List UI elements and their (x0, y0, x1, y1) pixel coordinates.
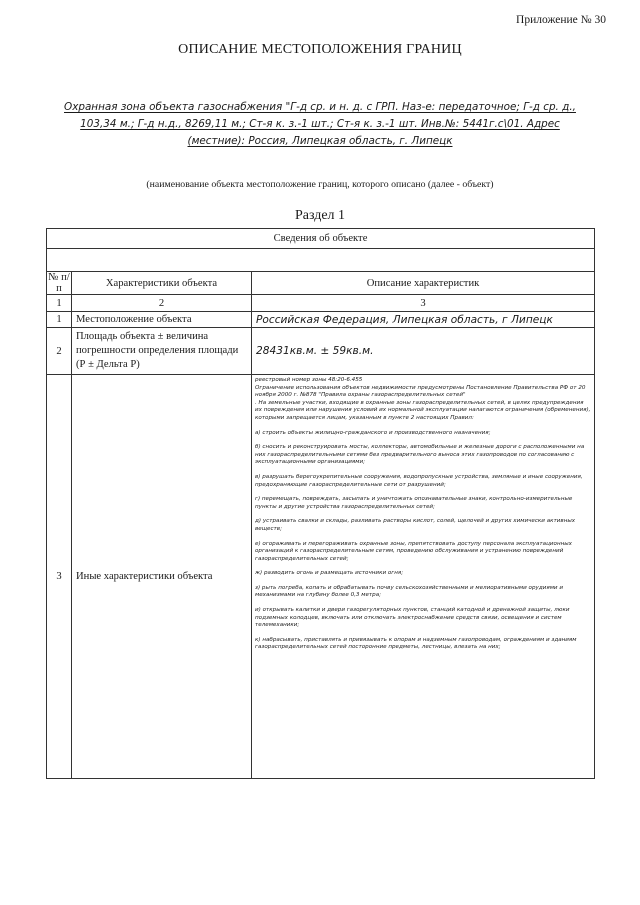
table-number-row (47, 295, 595, 312)
restriction-paragraph: б) сносить и реконструировать мосты, коллекторы, автомобильные и железные дороги с расположенными на них газораспределительными сетями без предварительного выноса этих газопроводов по согласованию с эксплуатационными организациями; (255, 444, 585, 466)
col-number: 2 (72, 295, 252, 312)
row-label: Местоположение объекта (72, 312, 252, 328)
restriction-paragraph: е) огораживать и перегораживать охранные зоны, препятствовать доступу персонала эксплуатационных организаций к газораспределительным сетям, проведению обслуживания и устранению повреждений газораспределительных сетей; (255, 540, 572, 562)
restriction-paragraph: к) набрасывать, приставлять и привязывать к опорам и надземным газопроводам, ограждениям и зданиям газораспределительных сетей посторонние предметы, лестницы, влезать на них; (255, 636, 577, 651)
row-number: 1 (47, 312, 72, 328)
table-header-row (47, 272, 595, 295)
section-title: Раздел 1 (294, 208, 346, 223)
object-info-table (46, 228, 595, 779)
table-empty-row (47, 249, 595, 272)
table-title: Сведения об объекте (47, 229, 595, 249)
restriction-paragraph: . На земельные участки, входящие в охранные зоны газораспределительных сетей, в целях предупреждения их повреждения или нарушения условий их нормальной эксплуатации налагаются ограничения (обременения), которыми запрещается лицам, указанным в пункте 2 настоящих Правил: (255, 399, 591, 421)
table-row (47, 328, 595, 375)
restriction-paragraph: з) рыть погреба, копать и обрабатывать почву сельскохозяйственными и мелиоративными орудиями и механизмами на глубину более 0,3 метра; (255, 584, 563, 599)
table-row (47, 312, 595, 328)
row-number: 2 (47, 328, 72, 375)
table-row (47, 375, 595, 779)
row-label: Иные характеристики объекта (72, 375, 252, 779)
document-title: ОПИСАНИЕ МЕСТОПОЛОЖЕНИЯ ГРАНИЦ (178, 42, 462, 57)
restriction-paragraph: и) открывать калитки и двери газорегуляторных пунктов, станций катодной и дренажной защиты, люки подземных колодцев, включать или отключать электроснабжение средств связи, освещения и систем телемеханики; (255, 607, 570, 629)
row-number: 3 (47, 375, 72, 779)
restriction-paragraph: в) разрушать берегоукрепительные сооружения, водопропускные устройства, земляные и иные сооружения, предохраняющие газораспределительные сети от разрушений; (255, 473, 583, 488)
restriction-paragraph: а) строить объекты жилищно-гражданского и производственного назначения; (255, 429, 491, 436)
restrictions-text (252, 375, 595, 779)
restriction-paragraph: ж) разводить огонь и размещать источники огня; (255, 570, 404, 577)
col-header-num: № п/п (48, 272, 70, 294)
restriction-paragraph: реестровый номер зоны 48:20-6.455 (255, 377, 363, 383)
appendix-label: Приложение № 30 (516, 14, 606, 26)
col-number: 3 (252, 295, 595, 312)
restriction-paragraph: г) перемещать, повреждать, засыпать и уничтожать опознавательные знаки, контрольно-измерительные пункты и другие устройства газораспределительных сетей; (255, 496, 573, 510)
row-label: Площадь объекта ± величина погрешности определения площади (Р ± Дельта Р) (72, 328, 252, 375)
restriction-paragraph: д) устраивать свалки и склады, разливать растворы кислот, солей, щелочей и других химически активных веществ; (255, 518, 576, 532)
col-header-description: Описание характеристик (252, 272, 595, 295)
object-name: Охранная зона объекта газоснабжения "Г-д ср. и н. д. с ГРП. Наз-е: передаточное; Г-д ср. д., 103,34 м.; Г-д н.д., 8269,11 м.; Ст-я к. з.-1 шт.; Ст-я к. з.-1 шт. Инв.№: 5441г.с\01. Адрес (местние): Россия, Липецкая область, г. Липецк (64, 101, 576, 147)
area-value: 28431кв.м. ± 59кв.м. (252, 328, 595, 375)
col-header-characteristic: Характеристики объекта (72, 272, 252, 295)
object-name-caption: (наименование объекта местоположение границ, которого описано (далее - объект) (146, 179, 494, 190)
location-value: Российская Федерация, Липецкая область, г Липецк (252, 312, 595, 328)
col-number: 1 (47, 295, 72, 312)
restriction-paragraph: Ограничение использования объектов недвижимости предусмотрены Постановление Правительства РФ от 20 ноября 2000 г. №878 "Правила охраны газораспределительных сетей" (255, 384, 586, 399)
